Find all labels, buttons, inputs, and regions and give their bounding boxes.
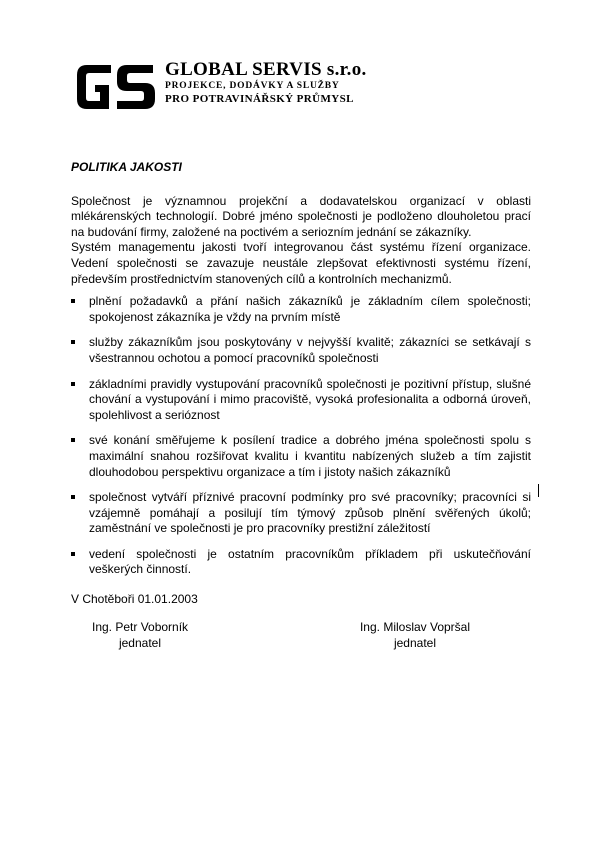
policy-item <box>71 335 531 366</box>
signer-name: Ing. Petr Voborník <box>92 620 189 634</box>
bullet-icon <box>71 382 75 386</box>
policy-list <box>71 294 531 578</box>
company-services: PROJEKCE, DODÁVKY A SLUŽBY <box>165 81 340 91</box>
policy-item-text: služby zákazníkům jsou poskytovány v nejvyšší kvalitě; zákazníci se setkávají s všestrannou ochotou a pomocí pracovníků společnosti <box>89 335 531 365</box>
signature-block-left <box>92 620 188 651</box>
document-title: POLITIKA JAKOSTI <box>71 160 182 174</box>
policy-item-text: základními pravidly vystupování pracovníků společnosti je pozitivní přístup, slušné chování a vystupování i mimo pracoviště, vysoká profesionalita a odborná úroveň, spolehlivost a serióznost <box>89 376 531 422</box>
policy-item-text: vedení společnosti je ostatním pracovníkům příkladem při uskutečňování veškerých činností. <box>89 546 531 577</box>
intro-paragraph: Společnost je významnou projekční a dodavatelskou organizací v oblasti mlékárenských technologií. Dobré jméno společnosti je podloženo dlouholetou prací na budování firmy, založené na poctivém a seriozním jednání se zákazníky. <box>71 193 531 239</box>
policy-item <box>71 490 531 537</box>
policy-item <box>71 433 531 480</box>
policy-item <box>71 547 531 578</box>
policy-item-text: plnění požadavků a přání našich zákazníků je základním cílem společnosti; spokojenost zákazníka je vždy na prvním místě <box>89 294 531 324</box>
bullet-icon <box>71 299 75 303</box>
signer-role: jednatel <box>118 635 162 650</box>
bullet-icon <box>71 552 75 556</box>
letterhead <box>75 59 525 119</box>
company-block <box>165 59 367 106</box>
company-industry: PRO POTRAVINÁŘSKÝ PRŮMYSL <box>165 93 354 105</box>
company-logo-icon <box>75 61 157 113</box>
policy-item <box>71 294 531 325</box>
policy-item-text: své konání směřujeme k posílení tradice a dobrého jména společnosti spolu s maximální snahou rozšiřovat kvalitu i kvantitu nabízených služeb a tím zajistit dlouhodobou perspektivu organizace a tím i jistoty našich zákazníků <box>89 433 531 479</box>
policy-item <box>71 377 531 424</box>
signer-role: jednatel <box>393 635 437 650</box>
bullet-icon <box>71 438 75 442</box>
signer-name: Ing. Miloslav Vopršal <box>359 620 471 634</box>
date-line: V Chotěboři 01.01.2003 <box>71 592 198 606</box>
policy-item-text: společnost vytváří příznivé pracovní podmínky pro své pracovníky; pracovníci si vzájemně pomáhají a posilují tím týmový způsob plnění svěřených úkolů; zaměstnání ve společnosti je pro pracovníky prestižní záležitostí <box>89 490 531 536</box>
text-cursor <box>538 484 539 497</box>
intro-paragraph: Systém managementu jakosti tvoří integrovanou část systému řízení organizace. Vedení společnosti se zavazuje neustále zlepšovat efektivnosti systému řízení, především prostřednictvím stanovených cílů a kontrolních mechanizmů. <box>71 240 531 286</box>
bullet-icon <box>71 340 75 344</box>
company-name: GLOBAL SERVIS s.r.o. <box>165 59 367 80</box>
bullet-icon <box>71 495 75 499</box>
document-body <box>71 160 531 588</box>
signature-block-right <box>355 620 475 651</box>
